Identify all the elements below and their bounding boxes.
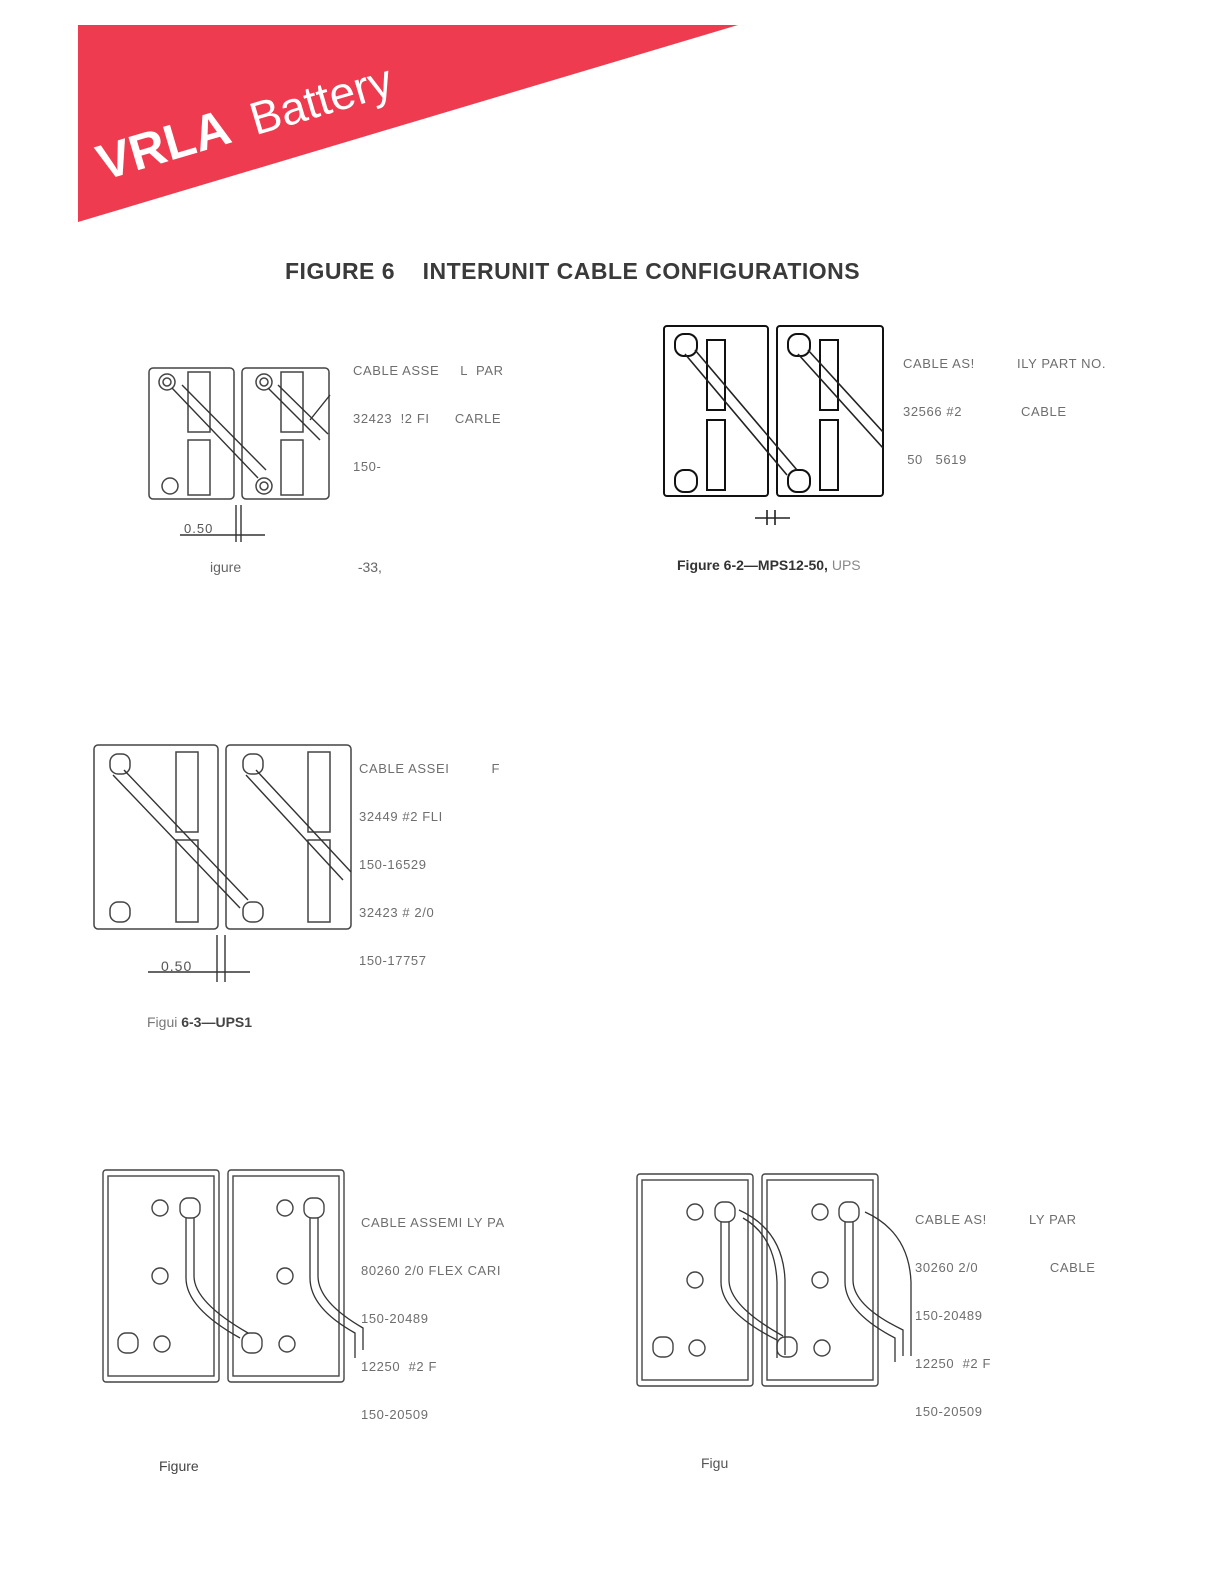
fig1-line: 32423 !2 FI CARLE	[353, 411, 502, 426]
fig3-dimension: 0.50	[161, 958, 193, 974]
terminal-icon	[256, 374, 272, 390]
vent-icon	[279, 1336, 295, 1352]
fig5-line: CABLE AS! LY PAR	[915, 1212, 1077, 1227]
banner-brand: VRLA	[90, 98, 237, 192]
fig1-dimension: 0.50	[184, 521, 214, 536]
fig5-line: 150-20509	[915, 1404, 983, 1419]
header-banner	[0, 0, 1225, 240]
fig3-diagram	[88, 740, 358, 985]
terminal-icon	[653, 1337, 673, 1357]
cable	[256, 770, 351, 872]
battery-case-inner	[233, 1176, 339, 1376]
fig3-line: 150-17757	[359, 953, 427, 968]
cable	[310, 1218, 355, 1358]
cable	[182, 385, 266, 470]
battery-case-inner	[642, 1180, 748, 1380]
fig1-line: 150-	[353, 459, 382, 474]
vent-icon	[152, 1268, 168, 1284]
terminal-icon	[788, 470, 810, 492]
fig2-caption	[677, 557, 861, 573]
terminal-icon	[159, 374, 175, 390]
fig3-caption-light: Figui	[147, 1014, 182, 1030]
vent-icon	[277, 1268, 293, 1284]
fig2-line: 32566 #2 CABLE	[903, 404, 1067, 419]
terminal-icon	[180, 1198, 200, 1218]
terminal-icon	[118, 1333, 138, 1353]
cell-window	[176, 752, 198, 832]
battery-case-inner	[108, 1176, 214, 1376]
cell-window	[281, 440, 303, 495]
fig4-diagram	[100, 1168, 380, 1388]
cell-window	[707, 420, 725, 490]
cable	[685, 354, 787, 475]
fig1-diagram	[140, 360, 380, 550]
vent-icon	[814, 1340, 830, 1356]
banner-product: Battery	[243, 53, 399, 145]
terminal-icon	[256, 478, 272, 494]
terminal-icon	[839, 1202, 859, 1222]
terminal-icon	[242, 1333, 262, 1353]
fig4-cable-list	[361, 1183, 505, 1439]
vent-icon	[687, 1204, 703, 1220]
fig3-cable-list	[359, 729, 500, 985]
vent-icon	[812, 1204, 828, 1220]
vent-icon	[812, 1272, 828, 1288]
fig3-line: 32423 # 2/0	[359, 905, 435, 920]
cable	[798, 354, 883, 448]
terminal-icon	[788, 334, 810, 356]
vent-icon	[689, 1340, 705, 1356]
fig2-diagram	[655, 320, 895, 530]
fig5-line: 12250 #2 F	[915, 1356, 991, 1371]
vent-icon	[277, 1200, 293, 1216]
terminal-icon	[110, 754, 130, 774]
fig2-cable-list	[903, 324, 1106, 484]
fig3-line: CABLE ASSEI F	[359, 761, 501, 776]
fig4-caption: Figure	[159, 1458, 199, 1474]
cable	[124, 770, 248, 900]
fig3-caption-bold: 6-3—UPS1	[181, 1014, 253, 1030]
cable	[318, 1218, 363, 1350]
terminal-icon	[675, 470, 697, 492]
fig2-line: 50 5619	[903, 452, 967, 467]
terminal-icon	[715, 1202, 735, 1222]
fig4-line: 150-20509	[361, 1407, 429, 1422]
fig5-diagram	[633, 1170, 918, 1390]
vent-icon	[152, 1200, 168, 1216]
fig3-line: 150-16529	[359, 857, 427, 872]
terminal-icon	[162, 478, 178, 494]
fig3-line: 32449 #2 FLI	[359, 809, 443, 824]
fig5-cable-list	[915, 1180, 1095, 1436]
cable	[194, 1218, 248, 1333]
terminal-icon	[163, 378, 171, 386]
terminal-icon	[243, 754, 263, 774]
terminal-icon	[777, 1337, 797, 1357]
cable	[246, 775, 343, 880]
cable	[729, 1222, 783, 1336]
fig5-line: 150-20489	[915, 1308, 983, 1323]
fig2-caption-light: UPS	[827, 557, 861, 573]
fig4-line: 80260 2/0 FLEX CARI	[361, 1263, 502, 1278]
fig2-caption-bold: Figure 6-2—MPS12-50,	[677, 557, 828, 573]
battery-case	[226, 745, 351, 929]
vent-icon	[154, 1336, 170, 1352]
fig2-line: CABLE AS! ILY PART NO.	[903, 356, 1107, 371]
vent-icon	[687, 1272, 703, 1288]
battery-case	[228, 1170, 344, 1382]
fig1-caption: igure -33,	[210, 559, 382, 575]
fig1-line: CABLE ASSE L PAR	[353, 363, 504, 378]
cell-window	[281, 372, 303, 432]
cell-window	[188, 440, 210, 495]
battery-case-inner	[767, 1180, 873, 1380]
terminal-icon	[243, 902, 263, 922]
fig3-caption	[147, 1014, 252, 1030]
page-title: FIGURE 6 INTERUNIT CABLE CONFIGURATIONS	[285, 258, 861, 284]
cell-window	[308, 840, 330, 922]
cable	[172, 388, 258, 478]
terminal-icon	[304, 1198, 324, 1218]
cell-window	[820, 340, 838, 410]
terminal-icon	[260, 482, 268, 490]
fig4-line: 12250 #2 F	[361, 1359, 437, 1374]
fig4-line: CABLE ASSEMI LY PA	[361, 1215, 505, 1230]
fig5-caption: Figu	[701, 1455, 729, 1471]
terminal-icon	[260, 378, 268, 386]
fig5-line: 30260 2/0 CABLE	[915, 1260, 1096, 1275]
leader-line	[310, 395, 330, 420]
battery-case	[242, 368, 329, 499]
terminal-icon	[110, 902, 130, 922]
cell-window	[820, 420, 838, 490]
fig4-line: 150-20489	[361, 1311, 429, 1326]
terminal-icon	[675, 334, 697, 356]
cell-window	[308, 752, 330, 832]
